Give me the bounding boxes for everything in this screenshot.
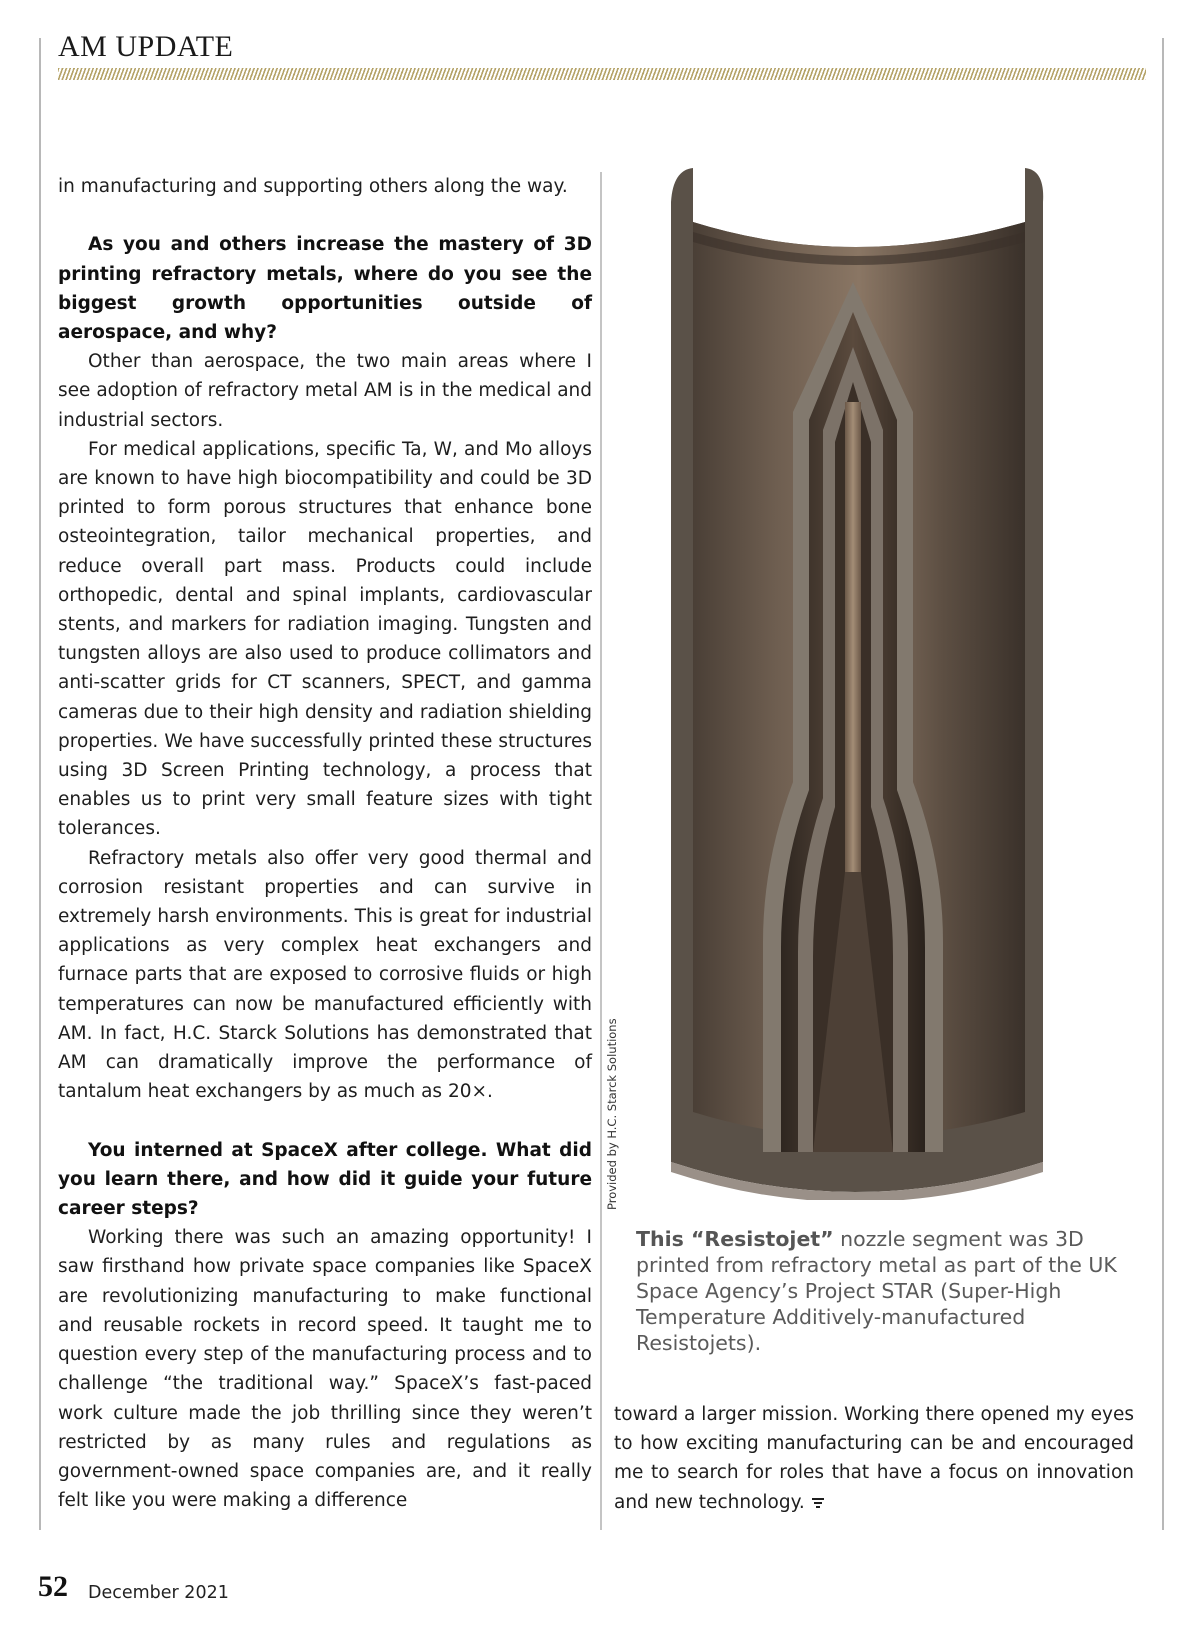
article-paragraph: For medical applications, specific Ta, W, and Mo alloys are known to have high biocompatibility and could be 3D printed to form porous structures that enhance bone osteointegration, tailor mechanical properties, and reduce overall part mass. Products could include orthopedic, dental and spinal implants, cardiovascular stents, and markers for radiation imaging. Tungsten and tungsten alloys are also used to produce collimators and anti-scatter grids for CT scanners, SPECT, and gamma cameras due to their high density and radiation shielding properties. We have successfully printed these structures using 3D Screen Printing technology, a process that enables us to print very small feature sizes with tight tolerances. <box>58 438 592 840</box>
header-decorative-band <box>58 68 1146 80</box>
interview-question: As you and others increase the mastery of 3D printing refractory metals, where do you see the biggest growth opportunities outside of aerospace, and why? <box>58 234 592 343</box>
section-title: AM UPDATE <box>58 30 234 63</box>
article-paragraph: Working there was such an amazing opportunity! I saw firsthand how private space companies like SpaceX are revolutionizing manufacturing to make functional and reusable rockets in record speed. It taught me to question every step of the manufacturing process and to challenge “the traditional way.” SpaceX’s fast-paced work culture made the job thrilling since they weren’t restricted by as many rules and regulations as government-owned space companies are, and it really felt like you were making a difference <box>58 1227 592 1512</box>
article-paragraph: in manufacturing and supporting others along the way. <box>58 176 568 197</box>
end-of-article-icon <box>811 1496 825 1510</box>
photo-credit: Provided by H.C. Starck Solutions <box>605 1018 619 1210</box>
article-left-column <box>58 172 592 1515</box>
closing-text: toward a larger mission. Working there opened my eyes to how exciting manufacturing can be and encouraged me to search for roles that have a focus on innovation and new technology. <box>614 1404 1134 1513</box>
column-divider <box>600 172 602 1530</box>
photo-caption <box>636 1226 1146 1356</box>
article-paragraph: Other than aerospace, the two main areas where I see adoption of refractory metal AM is in the medical and industrial sectors. <box>58 351 592 431</box>
page-border-right <box>1162 38 1164 1530</box>
article-paragraph <box>614 1400 1134 1517</box>
article-right-column-end <box>614 1400 1134 1517</box>
caption-text: nozzle segment was 3D printed from refractory metal as part of the UK Space Agency’s Project STAR (Super-High Temperature Additively-manufactured Resistojets). <box>636 1227 1117 1355</box>
interview-question: You interned at SpaceX after college. What did you learn there, and how did it guide your future career steps? <box>58 1139 592 1220</box>
page-number: 52 <box>38 1570 68 1603</box>
issue-date: December 2021 <box>88 1583 229 1603</box>
resistojet-nozzle-photo <box>663 162 1045 1200</box>
page-border-left <box>39 38 41 1530</box>
article-paragraph: Refractory metals also offer very good thermal and corrosion resistant properties and can survive in extremely harsh environments. This is great for industrial applications as very complex heat exchangers and furnace parts that are exposed to corrosive fluids or high temperatures can now be manufactured efficiently with AM. In fact, H.C. Starck Solutions has demonstrated that AM can dramatically improve the performance of tantalum heat exchangers by as much as 20×. <box>58 847 592 1103</box>
caption-lead: This “Resistojet” <box>636 1227 834 1251</box>
